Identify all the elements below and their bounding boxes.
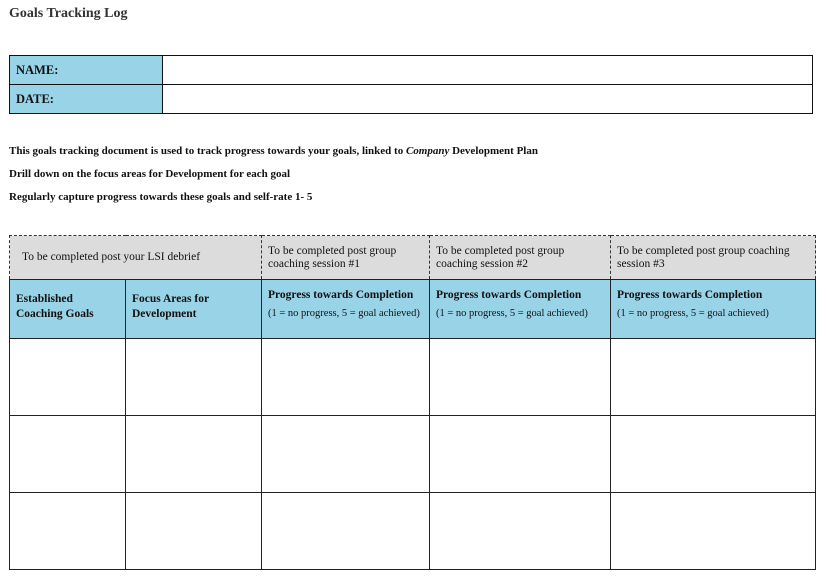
- table-row: [10, 339, 816, 416]
- header-focus: [126, 280, 262, 339]
- progress-title: Progress towards Completion: [436, 289, 582, 301]
- intro-line-1: [9, 145, 538, 157]
- date-label: DATE:: [10, 85, 163, 114]
- header-row: [10, 280, 816, 339]
- header-progress-2: [430, 280, 611, 339]
- goals-tracking-table: [9, 235, 816, 570]
- progress-3-cell[interactable]: [611, 416, 816, 493]
- session-1-cell: [262, 236, 430, 280]
- progress-3-cell[interactable]: [611, 493, 816, 570]
- progress-scale: (1 = no progress, 5 = goal achieved): [268, 308, 420, 319]
- header-progress-1-text: [262, 280, 429, 321]
- name-field[interactable]: [163, 56, 813, 85]
- header-progress-3: [611, 280, 816, 339]
- goal-cell[interactable]: [10, 339, 126, 416]
- header-focus-text: Focus Areas for Development: [132, 293, 209, 320]
- session-2-text: To be completed post group coaching session #2: [436, 244, 565, 270]
- focus-cell[interactable]: [126, 493, 262, 570]
- intro-line-1-end: Development Plan: [449, 145, 538, 157]
- header-progress-1: [262, 280, 430, 339]
- header-goals: [10, 280, 126, 339]
- progress-2-cell[interactable]: [430, 339, 611, 416]
- goal-cell[interactable]: [10, 493, 126, 570]
- date-field[interactable]: [163, 85, 813, 114]
- session-3-cell: [611, 236, 816, 280]
- session-1-text: To be completed post group coaching session #1: [268, 244, 397, 270]
- session-row: [10, 236, 816, 280]
- header-goals-text: Established Coaching Goals: [16, 293, 94, 320]
- progress-2-cell[interactable]: [430, 416, 611, 493]
- header-progress-2-text: [430, 280, 610, 321]
- intro-line-3: Regularly capture progress towards these goals and self-rate 1- 5: [9, 191, 313, 203]
- progress-title: Progress towards Completion: [268, 289, 414, 301]
- progress-2-cell[interactable]: [430, 493, 611, 570]
- page-title: Goals Tracking Log: [9, 6, 128, 21]
- name-date-box: [9, 55, 813, 114]
- session-3-text: To be completed post group coaching session #3: [617, 244, 790, 270]
- table-row: [10, 493, 816, 570]
- progress-scale: (1 = no progress, 5 = goal achieved): [617, 308, 769, 319]
- focus-cell[interactable]: [126, 416, 262, 493]
- header-progress-3-text: [611, 280, 815, 321]
- progress-1-cell[interactable]: [262, 416, 430, 493]
- progress-1-cell[interactable]: [262, 339, 430, 416]
- session-lsi-cell: [10, 236, 262, 280]
- progress-scale: (1 = no progress, 5 = goal achieved): [436, 308, 588, 319]
- session-lsi-text: To be completed post your LSI debrief: [22, 251, 201, 263]
- progress-1-cell[interactable]: [262, 493, 430, 570]
- name-label: NAME:: [10, 56, 163, 85]
- progress-3-cell[interactable]: [611, 339, 816, 416]
- intro-line-1-start: This goals tracking document is used to track progress towards your goals, linked to: [9, 145, 406, 157]
- goal-cell[interactable]: [10, 416, 126, 493]
- focus-cell[interactable]: [126, 339, 262, 416]
- table-row: [10, 416, 816, 493]
- intro-company-word: Company: [405, 145, 450, 157]
- intro-line-2: Drill down on the focus areas for Development for each goal: [9, 168, 291, 180]
- session-2-cell: [430, 236, 611, 280]
- progress-title: Progress towards Completion: [617, 289, 763, 301]
